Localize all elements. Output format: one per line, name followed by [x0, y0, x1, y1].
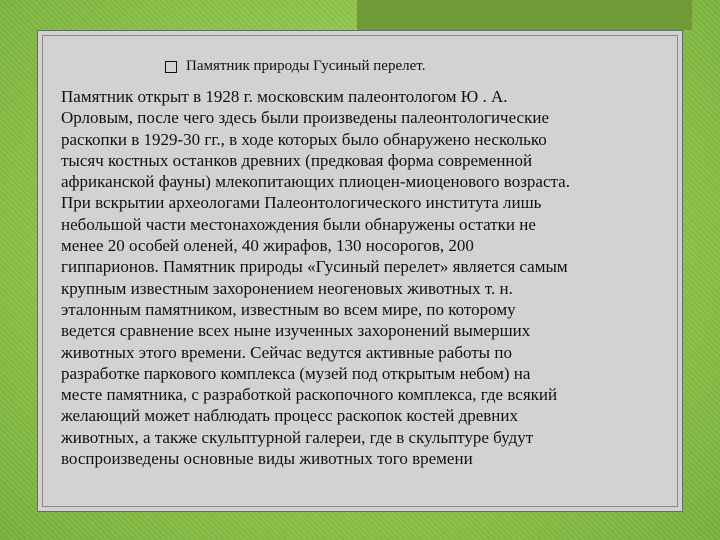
slide-heading-text: Памятник природы Гусиный перелет.	[186, 58, 426, 74]
square-bullet-icon	[165, 61, 177, 73]
slide-body-text: Памятник открыт в 1928 г. московским палеонтологом Ю . А. Орловым, после чего здесь были произведены палеонтологические раскопки в 1929-30 гг., в ходе которых было обнаружено несколько тысяч костных останков древних (предковая форма современной африканской фауны) млекопитающих плиоцен-миоценового возраста. При вскрытии археологами Палеонтологического института лишь небольшой части местонахождения были обнаружены остатки не менее 20 особей оленей, 40 жирафов, 130 носорогов, 200 гиппарионов. Памятник природы «Гусиный перелет» является самым крупным известным захоронением неогеновых животных т. н. эталонным памятником, известным во всем мире, по которому ведется сравнение всех ныне изученных захоронений вымерших животных этого времени. Сейчас ведутся активные работы по разработке паркового комплекса (музей под открытым небом) на месте памятника, с разработкой раскопочного комплекса, где всякий желающий может наблюдать процесс раскопок костей древних животных, а также скульптурной галереи, где в скульптуре будут воспроизведены основные виды животных того времени	[61, 87, 570, 469]
accent-square	[357, 0, 692, 30]
slide-heading	[165, 58, 425, 75]
